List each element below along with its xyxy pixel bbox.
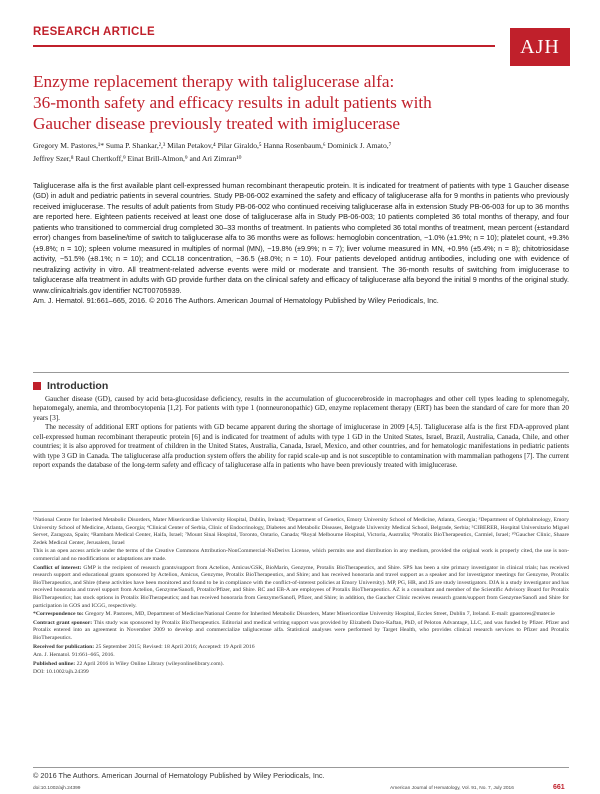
abstract-citation: Am. J. Hematol. 91:661–665, 2016. © 2016 The Authors. American Journal of Hematology Published by Wiley Periodicals, Inc. (33, 295, 439, 305)
abstract-text: Taliglucerase alfa is the first available plant cell-expressed human recombinant therapeutic protein. It is indicated for treatment of patients with type 1 Gaucher disease (GD) in adult and pediatric patients in several countries. Study PB-06-002 examined the safety and efficacy of taliglucerase alfa for 9 months in patients who previously received imiglucerase. The results of adult patients from Study PB-06-002 who continued receiving taliglucerase alfa in extension Study PB-06-003 for up to 36 months are reported here. Eighteen patients received at least one dose of taliglucerase alfa in Study PB-06-003; 10 patients completed 36 total months of therapy, and four patients who transitioned to commercial drug completed 30–33 months of treatment. In patients who completed 36 total months of treatment, mean percent (±standard error) changes from baseline/time of switch to taliglucerase alfa to 36 months were as follows: hemoglobin concentration, −1.0% (±1.9%; n = 10); platelet count, +9.3% (±9.8%; n = 10); spleen volume measured in multiples of normal (MN), −19.8% (±9.9%; n = 7); liver volume measured in MN, +0.9% (±5.4%; n = 8); chitotriosidase activity, −51.5% (±8.1%; n = 10); and CCL18 concentration, −36.5 (±8.0%; n = 10). Four patients developed antidrug antibodies, including one with evidence of neutralizing activity in vitro. All treatment-related adverse events were mild or moderate and transient. The 36-month results of switching from imiglucerase to taliglucerase alfa treatment in adults with GD provide further data on the clinical safety and efficacy of taliglucerase alfa beyond the initial 9 months of the original study. www.clinicaltrials.gov identifier NCT00705939. (33, 181, 569, 295)
title-line: 36-month safety and efficacy results in adult patients with (33, 93, 432, 112)
author-list (33, 140, 573, 165)
footnote-citation: Am. J. Hematol. 91:661–665, 2016. (33, 652, 115, 659)
copyright: © 2016 The Authors. American Journal of Hematology Published by Wiley Periodicals, Inc. (33, 771, 325, 780)
article-title (33, 71, 573, 134)
published-note (33, 661, 569, 669)
affiliations: ¹National Centre for Inherited Metabolic Disorders, Mater Misericordiae University Hospital, Dublin, Ireland; ²Department of Genetics, Emory University School of Medicine, Atlanta, Georgia; ³Department of Ophthalmology, Emory University School of Medicine, Atlanta, Georgia; ⁴Clinical Center of Serbia, Clinic of Endocrinology, Diabetes and Metabolic Diseases, Belgrade University Medical School, Belgrade, Serbia; ⁵CIBERER, Hospital Universitario Miguel Servet, Zaragoza, Spain; ⁶Rambam Medical Center, Haifa, Israel; ⁷Mount Sinai Hospital, Toronto, Ontario, Canada; ⁸Royal Melbourne Hospital, Victoria, Australia; ⁹Protalix BioTherapeutics, Carmiel, Israel; ¹⁰Gaucher Clinic, Shaare Zedek Medical Center, Jerusalem, Israel (33, 517, 569, 546)
footer-journal: American Journal of Hematology, Vol. 91, No. 7, July 2016 (390, 786, 514, 791)
footer-doi: doi:10.1002/ajh.24399 (33, 786, 81, 791)
intro-heading: Introduction (47, 380, 109, 392)
author-line: Gregory M. Pastores,¹* Suma P. Shankar,²,³ Milan Petakov,⁴ Pilar Giraldo,⁵ Hanna Rosenbaum,⁶ Dominick J. Amato,⁷ (33, 141, 392, 150)
correspondence-label: *Correspondence to: (33, 611, 84, 618)
abstract-divider (33, 372, 569, 373)
page-number: 661 (553, 784, 565, 791)
title-line: Gaucher disease previously treated with imiglucerase (33, 114, 401, 133)
abstract (33, 181, 569, 306)
grant-note (33, 620, 569, 643)
paragraph: Gaucher disease (GD), caused by acid beta-glucosidase deficiency, results in the accumulation of glucocerebroside in macrophages and other cell types leading to splenomegaly, hepatomegaly, anemia, and thrombocytopenia [1,2]. For patients with type 1 (nonneuronopathic) GD, enzyme replacement therapy (ERT) has been the standard of care for more than 20 years [3]. (33, 395, 569, 422)
conflict-note (33, 565, 569, 611)
section-heading (33, 380, 108, 392)
footnotes (33, 517, 569, 678)
grant-text: This study was sponsored by Protalix BioTherapeutics. Editorial and medical writing support was provided by Elizabeth Daro-Kaftan, PhD, of Peloton Advantage, LLC, and was funded by Pfizer. Pfizer and Protalix entered into an agreement in November 2009 to develop and commercialize taliglucerase alfa. Statistical analyses were performed by Target Health, who provides clinical research services to Pfizer and Protalix BioTherapeutics. (33, 619, 569, 641)
correspondence-note (33, 611, 569, 619)
received-text: 25 September 2015; Revised: 18 April 2016; Accepted: 19 April 2016 (95, 643, 255, 650)
open-access-note: This is an open access article under the terms of the Creative Commons Attribution-NonCommercial-NoDerivs License, which permits use and distribution in any medium, provided the original work is properly cited, the use is non-commercial and no modifications or adaptations are made. (33, 548, 569, 562)
title-line: Enzyme replacement therapy with taliglucerase alfa: (33, 72, 395, 91)
journal-logo: AJH (510, 28, 570, 66)
published-label: Published online: (33, 660, 76, 667)
copyright-divider (33, 767, 569, 768)
conflict-label: Conflict of interest: (33, 564, 82, 571)
section-marker-icon (33, 382, 41, 390)
section-label: RESEARCH ARTICLE (33, 26, 155, 38)
published-text: 22 April 2016 in Wiley Online Library (wileyonlinelibrary.com). (76, 660, 224, 667)
header-rule (33, 45, 495, 47)
correspondence-text: Gregory M. Pastores, MD, Department of Medicine/National Centre for Inherited Metabolic Disorders, Mater Misericordiae University Hospital, Eccles Street, Dublin 7, Ireland. E-mail: gpastores@mater.ie (85, 611, 555, 618)
author-line: Jeffrey Szer,⁸ Raul Chertkoff,⁹ Einat Brill-Almon,⁹ and Ari Zimran¹⁰ (33, 153, 242, 163)
footnote-doi: DOI: 10.1002/ajh.24399 (33, 669, 89, 676)
footnote-divider (33, 511, 569, 512)
received-label: Received for publication: (33, 643, 95, 650)
introduction-body (33, 395, 569, 471)
paragraph: The necessity of additional ERT options for patients with GD became apparent during the shortage of imiglucerase in 2009 [4,5]. Taliglucerase alfa is the first FDA-approved plant cell-expressed human recombinant therapeutic protein [6] and is indicated for treatment of adults with type 1 GD in the United States, Israel, Brazil, Australia, Canada, Chile, and other countries; it is also approved for treatment of children in the United States, Australia, Canada, Israel, Mexico, and other countries, and for hematologic manifestations in pediatric patients with type 3 GD in Canada. The taliglucerase alfa production system offers the ability for rapid scale-up and is not susceptible to contamination with mammalian pathogens [7]. The current report expands the database of the long-term safety and efficacy of taliglucerase alfa in patients who have been previously treated with imiglucerase. (33, 423, 569, 470)
received-note (33, 644, 569, 652)
grant-label: Contract grant sponsor: (33, 619, 93, 626)
conflict-text: GMP is the recipient of research grants/support from Actelion, Amicus/GSK, BioMarin, Genzyme, Protalix BioTherapeutics, and Shire. SPS has been a site primary investigator in clinical trials; has received research support and educational grants sponsored by Actelion, Amicus, Genzyme, Protalix BioTherapeutics, and Shire; and has received honoraria and travel support as a speaker and for investigator meetings for Genzyme, Protalix BioTherapeutics, and Shire (these activities have been monitored and found to be in compliance with the conflict-of-interest policies at Emory University). MP, PG, HR, and JS are study investigators. DJA is a study investigator and has received honoraria and travel support from Actelion, Genzyme/Sanofi, Protalix/Pfizer, and Shire. RC and EB-A are employees of Protalix BioTherapeutics. AZ is a consultant and member of the Scientific Advisory Board for Protalix BioTherapeutics; has stock options in Protalix BioTherapeutics; and has received honoraria from Genzyme/Sanofi, Pfizer, and Shire; in addition, the Gaucher Clinic receives research grants/support from Genzyme/Sanofi and Shire for participation in GOS and ICGG, respectively. (33, 564, 570, 609)
